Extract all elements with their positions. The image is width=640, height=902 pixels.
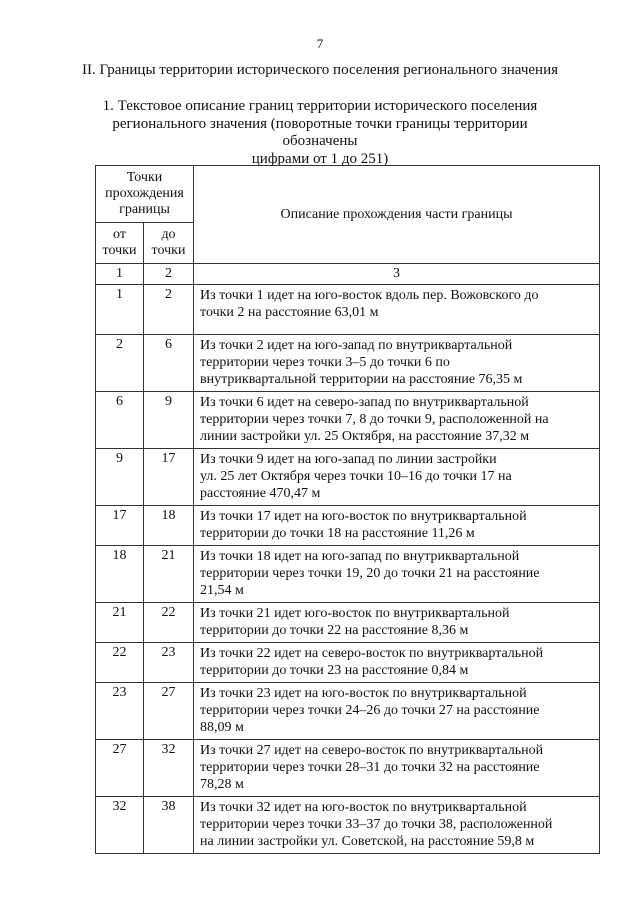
point-to-cell: 18 <box>144 506 194 546</box>
description-line: территории до точки 18 на расстояние 11,26 м <box>200 526 475 541</box>
subtitle-line: цифрами от 1 до 251) <box>251 150 389 167</box>
point-to-cell: 9 <box>144 392 194 449</box>
column-number: 1 <box>96 264 144 285</box>
description-line: на линии застройки ул. Советской, на расстояние 59,8 м <box>200 834 535 849</box>
description-line: Из точки 9 идет на юго-запад по линии застройки <box>200 452 497 467</box>
description-cell <box>194 285 600 335</box>
section-title: II. Границы территории исторического поселения регионального значения <box>82 62 558 78</box>
description-line: расстояние 470,47 м <box>200 486 321 501</box>
table-row <box>96 643 600 683</box>
column-number-row <box>96 264 600 285</box>
description-line: Из точки 1 идет на юго-восток вдоль пер. Вожовского до <box>200 288 539 303</box>
description-cell <box>194 740 600 797</box>
page-number: 7 <box>316 36 324 51</box>
description-line: Из точки 18 идет на юго-запад по внутриквартальной <box>200 549 520 564</box>
subtitle-line: 1. Текстовое описание границ территории исторического поселения <box>102 98 538 114</box>
description-line: точки 2 на расстояние 63,01 м <box>200 305 379 320</box>
point-to-cell: 21 <box>144 546 194 603</box>
point-to-cell: 2 <box>144 285 194 335</box>
point-to-cell: 23 <box>144 643 194 683</box>
table-row <box>96 449 600 506</box>
description-line: территории до точки 22 на расстояние 8,36 м <box>200 623 469 638</box>
table-row <box>96 603 600 643</box>
description-line: 78,28 м <box>200 777 244 792</box>
point-from-cell: 6 <box>96 392 144 449</box>
column-number: 2 <box>144 264 194 285</box>
point-from-cell: 9 <box>96 449 144 506</box>
description-cell <box>194 546 600 603</box>
description-line: 21,54 м <box>200 583 244 598</box>
point-from-cell: 22 <box>96 643 144 683</box>
point-from-cell: 23 <box>96 683 144 740</box>
description-line: Из точки 6 идет на северо-запад по внутриквартальной <box>200 395 529 410</box>
header-points <box>96 166 194 223</box>
header-to-line: до <box>161 227 176 242</box>
description-cell <box>194 643 600 683</box>
description-line: территории через точки 7, 8 до точки 9, расположенной на <box>200 412 549 427</box>
description-line: линии застройки ул. 25 Октября, на расстояние 37,32 м <box>200 429 530 444</box>
table-row <box>96 740 600 797</box>
table-row <box>96 546 600 603</box>
table-body <box>96 264 600 854</box>
header-points-line: Точки <box>126 170 163 185</box>
description-line: 88,09 м <box>200 720 244 735</box>
description-line: территории через точки 28–31 до точки 32 на расстояние <box>200 760 540 775</box>
point-to-cell: 27 <box>144 683 194 740</box>
table-row <box>96 797 600 854</box>
header-points-line: прохождения <box>105 186 184 201</box>
header-points-line: границы <box>119 202 170 217</box>
description-cell <box>194 449 600 506</box>
description-cell <box>194 392 600 449</box>
description-line: Из точки 23 идет на юго-восток по внутриквартальной <box>200 686 527 701</box>
description-line: территории до точки 23 на расстояние 0,84 м <box>200 663 469 678</box>
description-cell <box>194 506 600 546</box>
point-from-cell: 27 <box>96 740 144 797</box>
point-from-cell: 18 <box>96 546 144 603</box>
table-row <box>96 506 600 546</box>
header-from-line: точки <box>102 243 137 258</box>
header-from <box>96 223 144 264</box>
point-to-cell: 38 <box>144 797 194 854</box>
description-line: Из точки 21 идет юго-восток по внутриквартальной <box>200 606 510 621</box>
table-row <box>96 335 600 392</box>
table-subtitle <box>100 98 540 168</box>
description-line: ул. 25 лет Октября через точки 10–16 до точки 17 на <box>200 469 512 484</box>
boundary-table <box>95 165 600 854</box>
point-to-cell: 17 <box>144 449 194 506</box>
table-row <box>96 285 600 335</box>
header-from-line: от <box>113 227 126 242</box>
subtitle-line: регионального значения (поворотные точки границы территории обозначены <box>112 115 528 149</box>
point-from-cell: 21 <box>96 603 144 643</box>
description-line: Из точки 22 идет на северо-восток по внутриквартальной <box>200 646 544 661</box>
column-number: 3 <box>194 264 600 285</box>
description-line: территории через точки 3–5 до точки 6 по <box>200 355 450 370</box>
point-to-cell: 6 <box>144 335 194 392</box>
description-line: Из точки 32 идет на юго-восток по внутриквартальной <box>200 800 527 815</box>
description-line: Из точки 27 идет на северо-восток по внутриквартальной <box>200 743 544 758</box>
header-to-line: точки <box>151 243 186 258</box>
header-description: Описание прохождения части границы <box>194 166 600 264</box>
header-to <box>144 223 194 264</box>
point-from-cell: 17 <box>96 506 144 546</box>
description-line: Из точки 17 идет на юго-восток по внутриквартальной <box>200 509 527 524</box>
description-line: территории через точки 33–37 до точки 38, расположенной <box>200 817 553 832</box>
table-row <box>96 683 600 740</box>
point-from-cell: 1 <box>96 285 144 335</box>
description-line: Из точки 2 идет на юго-запад по внутриквартальной <box>200 338 513 353</box>
point-from-cell: 32 <box>96 797 144 854</box>
point-to-cell: 22 <box>144 603 194 643</box>
description-cell <box>194 603 600 643</box>
description-line: территории через точки 24–26 до точки 27 на расстояние <box>200 703 540 718</box>
description-line: территории через точки 19, 20 до точки 21 на расстояние <box>200 566 540 581</box>
description-cell <box>194 797 600 854</box>
description-line: внутриквартальной территории на расстояние 76,35 м <box>200 372 523 387</box>
point-from-cell: 2 <box>96 335 144 392</box>
description-cell <box>194 335 600 392</box>
table-row <box>96 392 600 449</box>
description-cell <box>194 683 600 740</box>
point-to-cell: 32 <box>144 740 194 797</box>
